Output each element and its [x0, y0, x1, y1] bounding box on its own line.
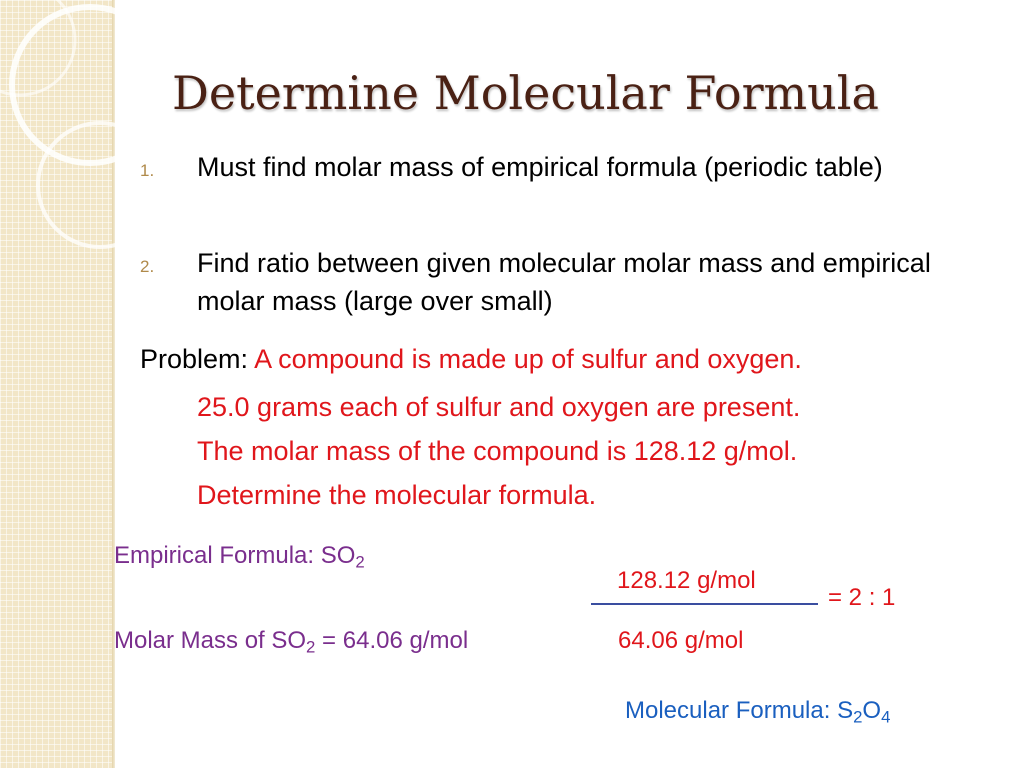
step-number: 1.	[140, 161, 155, 180]
step-1	[140, 148, 1000, 228]
molecular-formula	[625, 697, 890, 725]
empirical-formula	[114, 542, 365, 570]
molar-mass-subscript: 2	[306, 637, 316, 657]
ratio-numerator: 128.12 g/mol	[617, 567, 756, 594]
problem-text-line-1: A compound is made up of sulfur and oxygen.	[254, 344, 802, 374]
problem-text-line-4: Determine the molecular formula.	[197, 480, 597, 510]
ratio-denominator: 64.06 g/mol	[618, 627, 744, 654]
molar-mass-line	[114, 627, 468, 655]
problem-label: Problem:	[140, 344, 249, 374]
molecular-formula-oxygen: O	[862, 697, 882, 724]
problem-text-line-3: The molar mass of the compound is 128.12 g/mol.	[197, 436, 798, 466]
molecular-formula-subscript-1: 2	[853, 707, 863, 727]
molecular-formula-subscript-2: 4	[881, 707, 891, 727]
step-text: Must find molar mass of empirical formula (periodic table)	[197, 152, 883, 182]
molar-mass-value: = 64.06 g/mol	[315, 627, 469, 654]
empirical-formula-subscript: 2	[355, 552, 365, 572]
step-2	[140, 244, 1000, 324]
molecular-formula-label: Molecular Formula: S	[625, 697, 854, 724]
fraction-bar	[591, 603, 818, 605]
slide-title: Determine Molecular Formula	[172, 66, 879, 120]
step-text: Find ratio between given molecular molar mass and empirical molar mass (large over small)	[197, 248, 931, 316]
problem-text-line-2: 25.0 grams each of sulfur and oxygen are present.	[197, 392, 801, 422]
step-number: 2.	[140, 257, 155, 276]
empirical-formula-label: Empirical Formula: SO	[114, 542, 356, 569]
ratio-result: = 2 : 1	[828, 584, 896, 611]
molar-mass-prefix: Molar Mass of SO	[114, 627, 307, 654]
